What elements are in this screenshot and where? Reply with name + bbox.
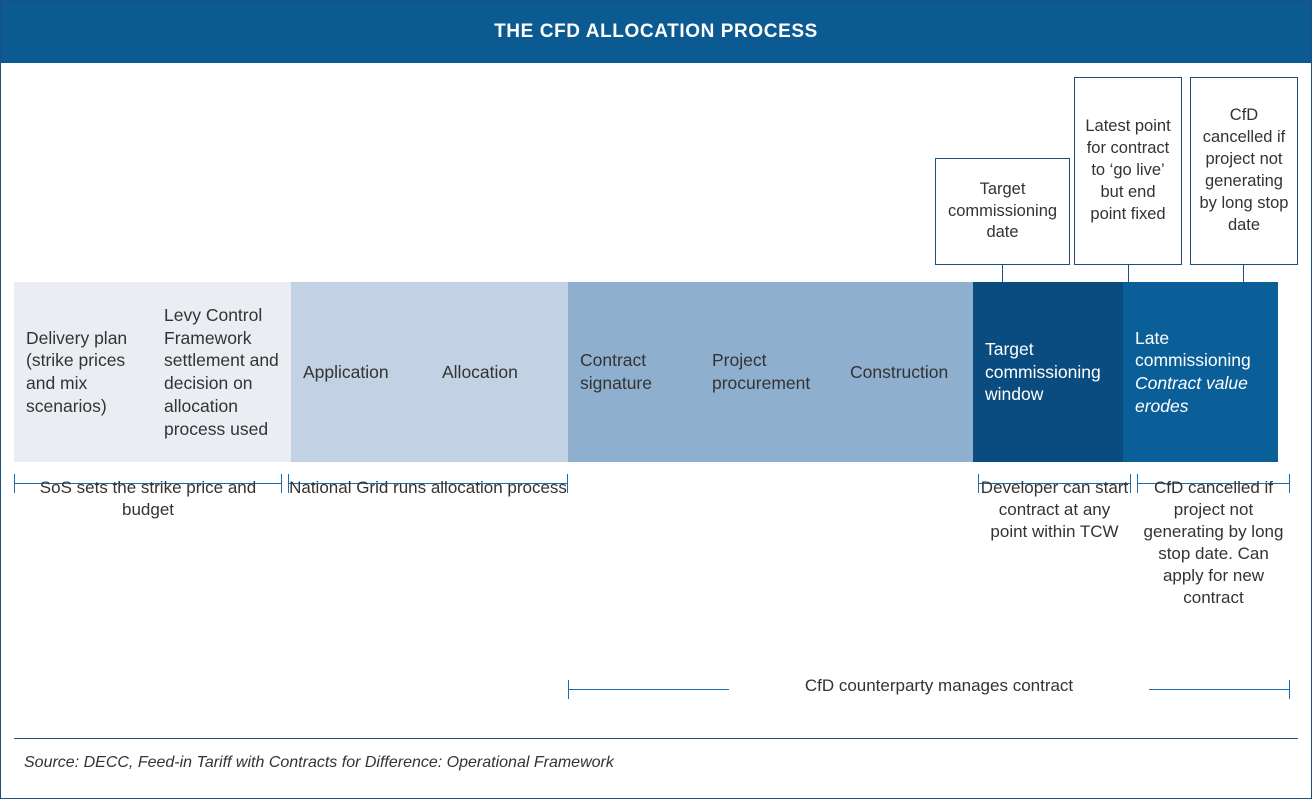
stage-levy-control-framework[interactable] [152,282,291,462]
stage-contract-signature[interactable] [568,282,700,462]
stage-label: Delivery plan (strike prices and mix scenarios) [26,327,128,416]
stage-allocation[interactable] [430,282,568,462]
stage-label-wrap [1135,327,1266,418]
stage-late-commissioning[interactable] [1123,282,1278,462]
bracket-label: Developer can start contract at any point within TCW [980,478,1129,542]
stage-label: Application [303,361,389,382]
bracket-label: National Grid runs allocation process [289,478,567,497]
stage-label: Target commissioning window [985,338,1101,405]
process-stage-band [14,282,1278,462]
bracket-label: CfD cancelled if project not generating by long stop date. Can apply for new contract [1143,478,1284,608]
callout-latest-point-for-contract: Latest point for contract to ‘go live’ but end point fixed [1074,77,1182,265]
source-divider [14,738,1298,739]
span-bracket-label: CfD counterparty manages contract [729,676,1149,696]
figure-title: THE CFD ALLOCATION PROCESS [1,1,1311,63]
bracket-label: SoS sets the strike price and budget [39,478,257,520]
callout-cfd-cancelled-long-stop: CfD cancelled if project not generating by long stop date [1190,77,1298,265]
stage-label: Construction [850,361,949,382]
stage-label: Late commissioning [1135,327,1251,371]
stage-label: Contract signature [580,350,652,393]
span-bracket-tick-start [568,680,569,699]
source-note: Source: DECC, Feed-in Tariff with Contracts for Difference: Operational Framework [24,754,614,771]
stage-label-italic: Contract value erodes [1135,373,1248,416]
callout-target-commissioning-date: Target commissioning date [935,158,1070,265]
stage-target-commissioning-window[interactable] [973,282,1123,462]
stage-application[interactable] [291,282,430,462]
stage-label: Allocation [442,361,518,382]
stage-project-procurement[interactable] [700,282,838,462]
stage-construction[interactable] [838,282,973,462]
stage-label: Project procurement [712,350,811,393]
stage-delivery-plan[interactable] [14,282,152,462]
span-bracket-tick-end [1289,680,1290,699]
stage-label: Levy Control Framework settlement and decision on allocation process used [164,304,279,439]
